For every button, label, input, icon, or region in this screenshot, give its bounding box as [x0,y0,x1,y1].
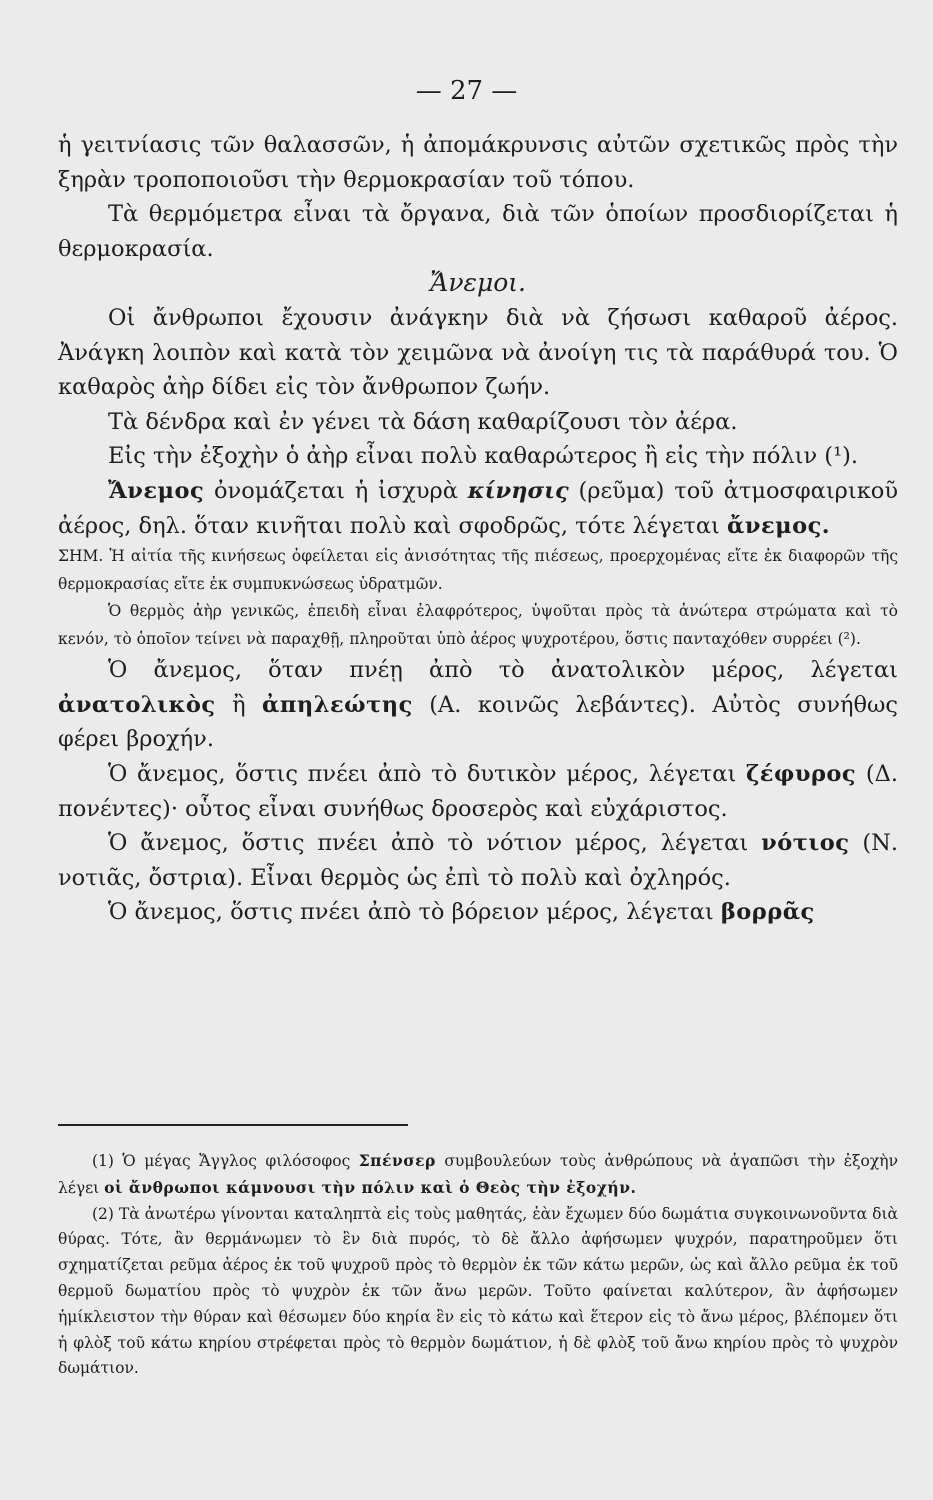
text-segment: Ὁ ἄνεμος, ὅστις πνέει ἀπὸ τὸ δυτικὸν μέρος, λέγεται [108,760,746,787]
paragraph [58,474,898,543]
bold-term: ἄνεμος. [727,512,831,539]
page-number: — 27 — [415,76,518,106]
section-heading [58,266,898,301]
paragraph [58,895,898,930]
text-segment: Ἄνεμοι. [429,268,526,298]
text-segment: Τὰ δένδρα καὶ ἐν γένει τὰ δάση καθαρίζουσι τὸν ἀέρα. [108,408,738,435]
text-segment: (2) Τὰ ἀνωτέρω γίνονται καταληπτὰ εἰς τοὺς μαθητάς, ἐὰν ἔχωμεν δύο δωμάτια συγκοινωνοῦντα διὰ θύρας. Τότε, ἂν θερμάνωμεν τὸ ἓν διὰ πυρός, τὸ δὲ ἄλλο ἀφήσωμεν ψυχρόν, παρατηροῦμεν ὅτι σχηματίζεται ρεῦμα ἀέρος ἐκ τοῦ ψυχροῦ πρὸς τὸ θερμὸν ἐκ τῶν κάτω μερῶν, ὡς καὶ ἄλλο ρεῦμα ἐκ τοῦ θερμοῦ δωματίου πρὸς τὸ ψυχρὸν ἐκ τῶν ἄνω μερῶν. Τοῦτο φαίνεται καλύτερον, ἂν ἀφήσωμεν ἡμίκλειστον τὴν θύραν καὶ θέσωμεν δύο κηρία ἓν εἰς τὸ κάτω καὶ ἕτερον εἰς τὸ ἄνω μέρος, βλέπομεν ὅτι ἡ φλὸξ τοῦ κάτω κηρίου στρέφεται πρὸς τὸ θερμὸν δωμάτιον, ἡ δὲ φλὸξ τοῦ ἄνω κηρίου πρὸς τὸ ψυχρὸν δωμάτιον. [58,1204,898,1378]
bold-term: ζέφυρος [745,760,857,787]
text-segment: συμβουλεύων τοὺς ἀνθρώπους νὰ ἀγαπῶσι τὴν ἐξοχὴν λέγει [58,1152,898,1197]
text-segment: Οἱ ἄνθρωποι ἔχουσιν ἀνάγκην διὰ νὰ ζήσωσι καθαροῦ ἀέρος. Ἀνάγκη λοιπὸν καὶ κατὰ τὸν χειμῶνα νὰ ἀνοίγη τις τὰ παράθυρά του. Ὁ καθαρὸς ἀὴρ δίδει εἰς τὸν ἄνθρωπον ζωήν. [58,304,898,401]
text-segment: Ὁ θερμὸς ἀὴρ γενικῶς, ἐπειδὴ εἶναι ἐλαφρότερος, ὑψοῦται πρὸς τὰ ἀνώτερα στρώματα καὶ τὸ κενόν, τὸ ὁποῖον τείνει νὰ παραχθῇ, πληροῦται ὑπὸ ἀέρος ψυχροτέρου, ὅστις πανταχόθεν συρρέει (²). [58,602,898,648]
paragraph [58,128,898,197]
paragraph [58,653,898,757]
paragraph [58,301,898,405]
footnote-divider [58,1124,408,1126]
bold-term: οἱ ἄνθρωποι κάμνουσι τὴν πόλιν καὶ ὁ Θεὸς τὴν ἐξοχήν. [104,1177,637,1197]
text-segment: ἢ [215,691,263,718]
paragraph [58,405,898,440]
text-segment: ὀνομάζεται ἡ ἰσχυρὰ [204,477,468,504]
bold-term: βορρᾶς [720,899,815,926]
text-segment: Τὰ θερμόμετρα εἶναι τὰ ὄργανα, διὰ τῶν ὁποίων προσδιορίζεται ἡ θερμοκρασία. [58,201,898,262]
paragraph [58,439,898,474]
note-paragraph [58,598,898,653]
paragraph [58,757,898,826]
text-segment: (Δ. πονέντες)· οὗτος εἶναι συνήθως δροσερὸς καὶ εὐχάριστος. [58,760,898,822]
text-segment: (Ν. νοτιᾶς, ὄστρια). Εἶναι θερμὸς ὡς ἐπὶ τὸ πολὺ καὶ ὀχληρός. [58,830,899,891]
bold-term: ἀνατολικὸς [58,691,216,718]
text-segment: ΣΗΜ. Ἡ αἰτία τῆς κινήσεως ὀφείλεται εἰς ἀνισότητας τῆς πιέσεως, προερχομένας εἴτε ἐκ διαφορῶν τῆς θερμοκρασίας εἴτε ἐκ συμπυκνώσεως ὑδρατμῶν. [58,547,898,593]
text-segment: (1) Ὁ μέγας Ἄγγλος φιλόσοφος [92,1152,359,1170]
footnote [58,1202,898,1383]
italic-term: κίνησις [467,477,569,504]
bold-term: ἀπηλεώτης [262,691,413,718]
main-text [58,128,898,930]
text-segment: Ὁ ἄνεμος, ὅστις πνέει ἀπὸ τὸ νότιον μέρος, λέγεται [108,830,762,857]
footnotes [58,1148,898,1382]
text-segment: Εἰς τὴν ἐξοχὴν ὁ ἀὴρ εἶναι πολὺ καθαρώτερος ἢ εἰς τὴν πόλιν (¹). [108,443,859,470]
bold-term: Σπένσερ [358,1151,436,1170]
text-segment: Ὁ ἄνεμος, ὅστις πνέει ἀπὸ τὸ βόρειον μέρος, λέγεται [108,899,721,926]
text-segment: (Α. κοινῶς λεβάντες). Αὐτὸς συνήθως φέρει βροχήν. [58,691,898,753]
text-segment: Ὁ ἄνεμος, ὅταν πνέῃ ἀπὸ τὸ ἀνατολικὸν μέρος, λέγεται [108,657,898,684]
bold-term: νότιος [761,830,850,857]
footnote [58,1148,898,1202]
paragraph [58,826,898,895]
note-paragraph [58,543,898,598]
bold-term: Ἄνεμος [108,477,205,504]
text-segment: (ρεῦμα) τοῦ ἀτμοσφαιρικοῦ ἀέρος, δηλ. ὅταν κινῆται πολὺ καὶ σφοδρῶς, τότε λέγεται [58,477,899,539]
paragraph [58,197,898,266]
text-segment: ἡ γειτνίασις τῶν θαλασσῶν, ἡ ἀπομάκρυνσις αὐτῶν σχετικῶς πρὸς τὴν ξηρὰν τροποποιοῦσι τὴν θερμοκρασίαν τοῦ τόπου. [58,132,898,193]
